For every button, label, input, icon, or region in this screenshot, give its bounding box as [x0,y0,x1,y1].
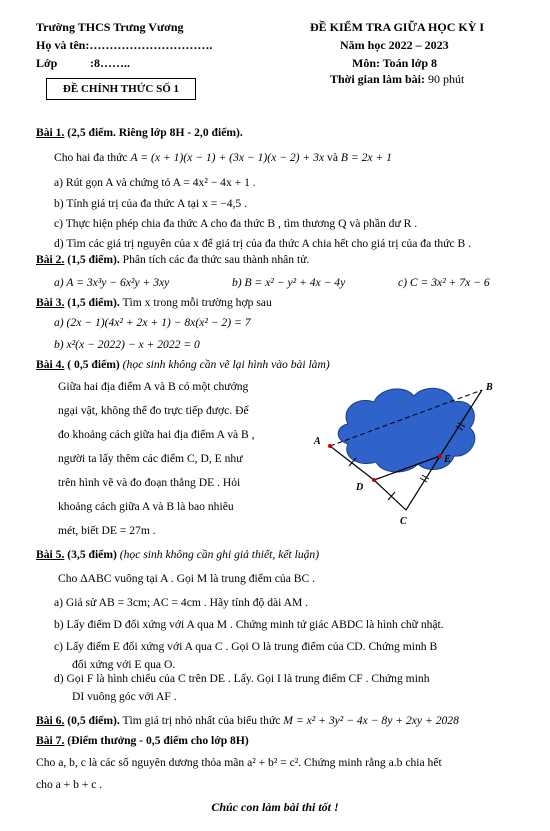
student-name-line: Họ và tên:…………………………. [36,38,213,52]
q6-text: Tìm giá trị nhỏ nhất của biểu thức [122,714,281,727]
q1-and: và [327,151,338,164]
q4-line-6: khoảng cách giữa A và B là bao nhiêu [58,500,234,513]
q4-line-5: trên hình vẽ và đo đoạn thẳng DE . Hỏi [58,476,241,489]
q5-intro: Cho ΔABC vuông tại A . Gọi M là trung điểm của BC . [58,572,316,585]
q1-part-b: b) Tính giá trị của đa thức A tại x = −4,5 . [54,197,248,210]
q3-part-b: b) x²(x − 2022) − x + 2022 = 0 [54,338,200,351]
q2-text: Phân tích các đa thức sau thành nhân tử. [122,253,310,266]
q3-title: Bài 3. [36,296,65,309]
q2-heading [36,253,309,266]
q1-note: (2,5 điểm. Riêng lớp 8H - 2,0 điểm). [67,126,243,139]
q1-intro-text: Cho hai đa thức [54,151,128,164]
q7-note: (Điểm thưởng - 0,5 điểm cho lớp 8H) [67,734,249,747]
q3-heading [36,296,272,309]
label-E: E [444,454,451,465]
q6-heading [36,714,459,727]
q2-part-a: a) A = 3x³y − 6x²y + 3xy [54,276,170,289]
school-year: Năm học 2022 – 2023 [340,38,449,52]
time-value: 90 phút [428,72,465,86]
q4-line-3: đo khoảng cách giữa hai địa điểm A và B , [58,428,255,441]
q3-text: Tìm x trong mỗi trường hợp sau [122,296,272,309]
q5-part-b: b) Lấy điểm D đối xứng với A qua M . Chứng minh tứ giác ABDC là hình chữ nhật. [54,618,444,631]
q5-part-d-line1: d) Gọi F là hình chiếu của C trên DE . Lấy. Gọi I là trung điểm CF . Chứng minh [54,672,430,685]
label-A: A [314,436,321,447]
q5-note: (3,5 điểm) [67,548,117,561]
q4-line-1: Giữa hai địa điểm A và B có một chướng [58,380,249,393]
segment-DC [374,480,406,510]
label-B: B [486,382,493,393]
q2-part-b: b) B = x² − y² + 4x − 4y [232,276,346,289]
closing-wish: Chúc con làm bài thi tốt ! [211,800,339,814]
q7-heading [36,734,249,747]
q7-line-2: cho a + b + c . [36,778,103,791]
subject: Môn: Toán lớp 8 [352,56,438,70]
q3-part-a: a) (2x − 1)(4x² + 2x + 1) − 8x(x² − 2) = 7 [54,316,251,329]
q1-title: Bài 1. [36,126,65,139]
q5-part-c-line2: đối xứng với E qua O. [72,658,176,671]
q2-part-c: c) C = 3x² + 7x − 6 [398,276,490,289]
q4-line-7: mét, biết DE = 27m . [58,524,156,537]
q1-part-a: a) Rút gọn A và chứng tỏ A = 4x² − 4x + 1 . [54,176,256,189]
q3-note: (1,5 điểm). [67,296,120,309]
q5-part-c-line1: c) Lấy điểm E đối xứng với A qua C . Gọi O là trung điểm của CD. Chứng minh B [54,640,438,653]
q4-figure [300,378,520,528]
obstacle-cloud [338,388,475,472]
q7-title: Bài 7. [36,734,65,747]
q6-title: Bài 6. [36,714,65,727]
q4-note: ( 0,5 điểm) [67,358,120,371]
school-name: Trường THCS Trưng Vương [36,20,184,34]
exam-time [330,72,464,87]
q1-A-expr: A = (x + 1)(x − 1) + (3x − 1)(x − 2) + 3x [130,151,325,164]
q4-heading [36,358,330,371]
q5-heading [36,548,319,561]
point-D [372,478,376,482]
q7-line-1: Cho a, b, c là các số nguyên dương thỏa mãn a² + b² = c². Chứng minh rằng a.b chia hết [36,756,442,769]
class-value: :8…….. [90,56,130,70]
q5-hint: (học sinh không cần ghi giả thiết, kết luận) [119,548,320,561]
label-C: C [400,516,407,527]
q5-part-a: a) Giả sử AB = 3cm; AC = 4cm . Hãy tính độ dài AM . [54,596,309,609]
q4-line-2: ngại vật, không thể đo trực tiếp được. Để [58,404,249,417]
label-D: D [356,482,364,493]
time-label: Thời gian làm bài: [330,72,425,86]
q6-note: (0,5 điểm). [67,714,120,727]
q5-title: Bài 5. [36,548,65,561]
q1-part-d: d) Tìm các giá trị nguyên của x để giá trị của đa thức A chia hết cho giá trị của đa thức B . [54,237,472,250]
q4-line-4: người ta lấy thêm các điểm C, D, E như [58,452,243,465]
q4-title: Bài 4. [36,358,65,371]
q6-expr: M = x² + 3y² − 4x − 8y + 2xy + 2028 [283,714,459,727]
class-label: Lớp [36,56,58,70]
point-E [438,454,442,458]
q1-intro [54,151,392,164]
q1-heading [36,126,243,139]
point-A [328,444,332,448]
q4-hint: (học sinh không cần vẽ lại hình vào bài làm) [122,358,330,371]
exam-title: ĐỀ KIỂM TRA GIỮA HỌC KỲ I [310,20,485,34]
q1-part-c: c) Thực hiện phép chia đa thức A cho đa thức B , tìm thương Q và phần dư R . [54,217,418,230]
q5-part-d-line2: DI vuông góc với AF . [72,690,177,703]
official-exam-box: ĐỀ CHÍNH THỨC SỐ 1 [46,78,196,100]
q1-B-expr: B = 2x + 1 [340,151,392,164]
q2-note: (1,5 điểm). [67,253,120,266]
q2-title: Bài 2. [36,253,65,266]
